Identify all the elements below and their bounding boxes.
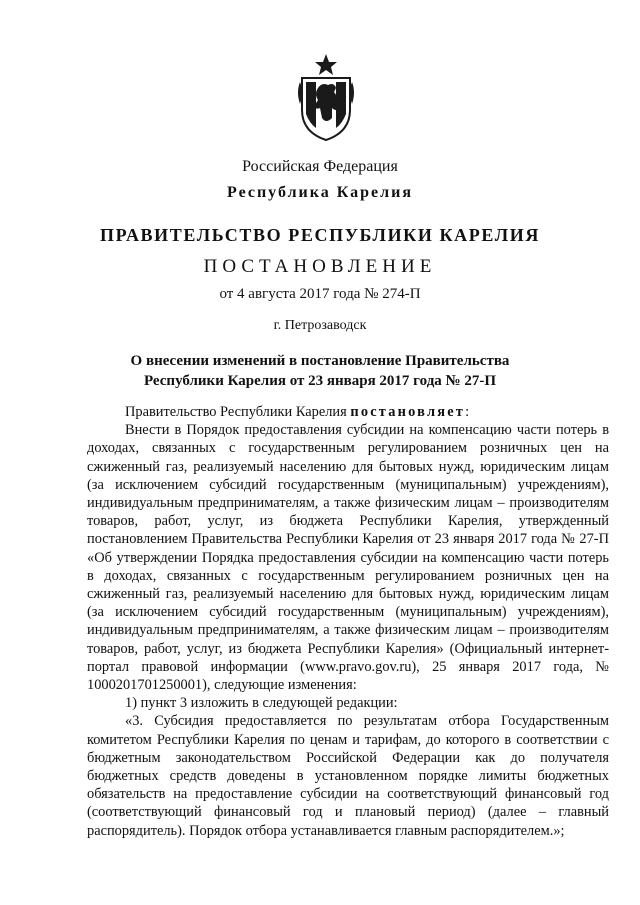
intro-keyword: постановляет [350, 404, 466, 420]
coat-of-arms-karelia-emblem [296, 52, 356, 142]
government-name: ПРАВИТЕЛЬСТВО РЕСПУБЛИКИ КАРЕЛИЯ [100, 225, 540, 245]
republic-name: Республика Карелия [227, 184, 413, 201]
document-type: ПОСТАНОВЛЕНИЕ [203, 256, 437, 277]
intro-prefix: Правительство Республики Карелия [125, 404, 351, 420]
item-1-paragraph: 1) пункт 3 изложить в следующей редакции: [125, 695, 398, 712]
intro-paragraph [87, 403, 609, 421]
date-and-number: от 4 августа 2017 года № 274-П [219, 286, 421, 302]
subject-line-1: О внесении изменений в постановление Правительства [130, 353, 510, 369]
decree-subject [0, 351, 640, 391]
intro-suffix: : [465, 404, 470, 420]
quoted-paragraph: «3. Субсидия предоставляется по результатам отбора Государственным комитетом Республики Карелия по ценам и тарифам, до которого в соответствии с бюджетным законодательством Российской Федерации как до получателя бюджетных средств доведены в установленном порядке лимиты бюджетных обязательств на предоставление субсидии на соответствующий финансовый год (соответствующий финансовый год и плановый период) (далее – главный распорядитель). Порядок отбора устанавливается главным распорядителем.»; [87, 713, 609, 839]
main-paragraph: Внести в Порядок предоставления субсидии на компенсацию части потерь в доходах, связанных с государственным регулированием розничных цен на сжиженный газ, реализуемый населению для бытовых нужд, юридическим лицам (за исключением субсидий государственным (муниципальным) учреждениям), индивидуальным предпринимателям, а также физическим лицам – производителям товаров, работ, услуг, из бюджета Республики Карелия, утвержденный постановлением Правительства Республики Карелия от 23 января 2017 года № 27-П «Об утверждении Порядка предоставления субсидии на компенсацию части потерь в доходах, связанных с государственным регулированием розничных цен на сжиженный газ, реализуемый населению для бытовых нужд, юридическим лицам (за исключением субсидий государственным (муниципальным) учреждениям), индивидуальным предпринимателям, а также физическим лицам – производителям товаров, работ, услуг, из бюджета Республики Карелия» (Официальный интернет-портал правовой информации (www.pravo.gov.ru), 25 января 2017 года, № 1000201701250001), следующие изменения: [87, 422, 609, 694]
decree-body [87, 403, 609, 840]
subject-line-2: Республики Карелия от 23 января 2017 года № 27-П [143, 373, 497, 389]
country-name: Российская Федерация [242, 158, 398, 175]
city: г. Петрозаводск [273, 318, 367, 333]
